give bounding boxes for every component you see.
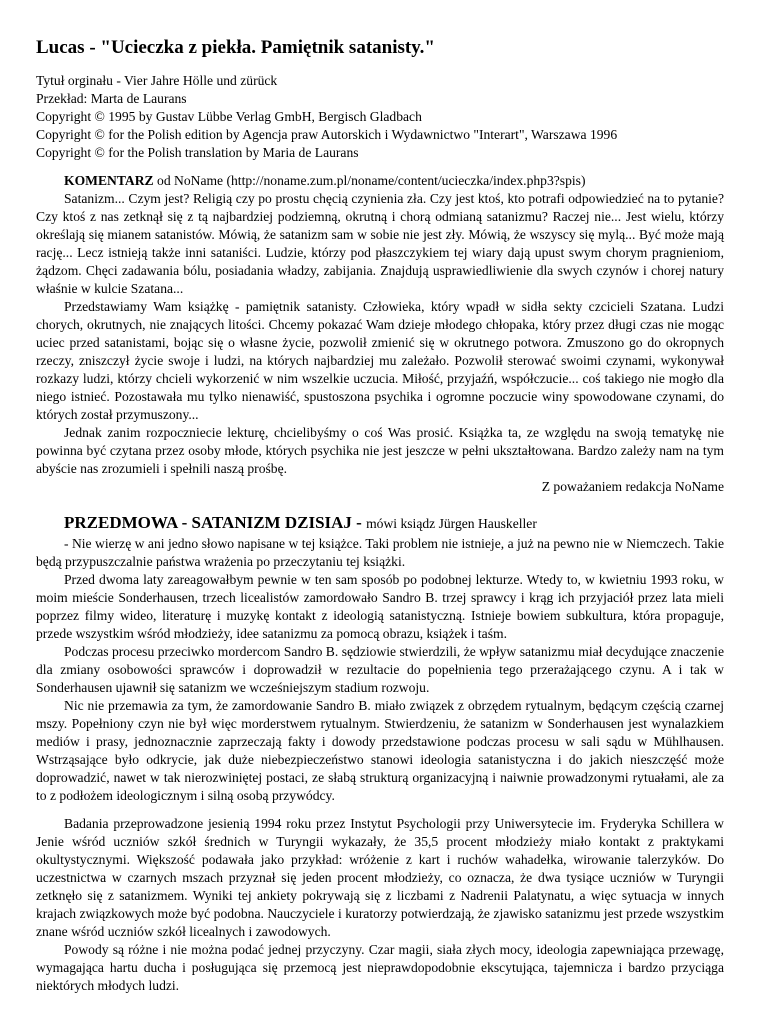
komentarz-signature: Z poważaniem redakcja NoName bbox=[541, 479, 724, 494]
komentarz-paragraph: Satanizm... Czym jest? Religią czy po prostu chęcią czynienia zła. Czy jest ktoś, kto potrafi odpowiedzieć na to pytanie? Czy ktoś z nas zetknął się z tą najbardziej podziemną, okrutną i chorą odmianą satanizmu? Raczej nie... Jest wielu, którzy określają się mianem satanistów. Mówią, że satanizm sam w sobie nie jest zły. Mówią, że wszyscy się mylą... Być może mają rację... Lecz istnieją także inni sataniści. Ludzie, którzy pod płaszczykiem tej wiary dają upust swym chorym pragnieniom, żądzom. Chęci zadawania bólu, posiadania władzy, zabijania. Znajdują usprawiedliwienie dla swych czynów i chorej natury właśnie w kulcie Szatana... bbox=[36, 191, 724, 296]
paragraph-gap bbox=[36, 805, 724, 815]
przedmowa-paragraph: - Nie wierzę w ani jedno słowo napisane w tej książce. Taki problem nie istnieje, a już na pewno nie w Niemczech. Takie będą przypuszczalnie państwa wrażenia po przeczytaniu tej książki. bbox=[36, 536, 724, 569]
komentarz-label: KOMENTARZ bbox=[64, 173, 154, 188]
komentarz-section bbox=[36, 172, 724, 496]
przedmowa-paragraph: Powody są różne i nie można podać jednej przyczyny. Czar magii, siała złych mocy, ideologia zapewniająca przewagę, wymagająca hartu ducha i posługująca się przemocą jest nieprawdopodobnie ekscytująca, tajemnicza i bardzo przyciąga niektórych młodych ludzi. bbox=[36, 942, 724, 993]
copyright-original: Copyright © 1995 by Gustav Lübbe Verlag GmbH, Bergisch Gladbach bbox=[36, 109, 422, 124]
przedmowa-title: PRZEDMOWA - SATANIZM DZISIAJ - bbox=[64, 513, 367, 532]
komentarz-paragraph: Przedstawiamy Wam książkę - pamiętnik satanisty. Człowieka, który wpadł w sidła sekty czcicieli Szatana. Ludzi chorych, okrutnych, nie znających litości. Chcemy pokazać Wam dzieje młodego chłopaka, który przez długi czas nie mogąc uciec przed satanistami, bojąc się o własne życie, pozwolił zmienić się w okrutnego potwora. Zmuszono go do okropnych rzeczy, zniszczył życie swoje i ludzi, na których najbardziej mu zależało. Pozwolił sterować swoimi czynami, wykonywał rozkazy ludzi, którzy chcieli wykorzenić w nim wszelkie uczucia. Miłość, przyjaźń, współczucie... coś takiego nie mogło dla niego istnieć. Pozostawała mu tylko nienawiść, spustoszona psychika i ogromne poczucie winy spowodowane czynami, do których został przymuszony... bbox=[36, 299, 724, 422]
copyright-polish-edition: Copyright © for the Polish edition by Agencja praw Autorskich i Wydawnictwo "Interart", Warszawa 1996 bbox=[36, 127, 618, 142]
przedmowa-paragraph: Podczas procesu przeciwko mordercom Sandro B. sędziowie stwierdzili, że wpływ satanizmu miał decydujące znaczenie dla zmiany osobowości sprawców i doprowadził w rezultacie do popełnienia tego przerażającego czynu. A i tak w Sonderhausen ujawnił się satanizm we wcześniejszym stadium rozwoju. bbox=[36, 644, 724, 695]
document-page bbox=[36, 36, 724, 995]
komentarz-paragraph: Jednak zanim rozpoczniecie lekturę, chcielibyśmy o coś Was prosić. Książka ta, ze względu na swoją tematykę nie powinna być czytana przez osoby młode, których psychika nie jest jeszcze w pełni ukształtowana. Bardzo zależy nam na tym abyście nas zrozumieli i spełnili naszą prośbę. bbox=[36, 425, 724, 476]
przedmowa-paragraph: Przed dwoma laty zareagowałbym pewnie w ten sam sposób po podobnej lekturze. Wtedy to, w kwietniu 1993 roku, w moim mieście Sonderhausen, trzech licealistów zamordowało Sandro B. trzej sprawcy i krąg ich przyjaciół przez lata mieli poprzez filmy wideo, literaturę i muzykę kontakt z ideologią satanistyczną. Istnieje bowiem subkultura, która propaguje, przede wszystkim wśród młodzieży, idee satanizmu za pomocą obrazu, książek i taśm. bbox=[36, 572, 724, 641]
copyright-polish-translation: Copyright © for the Polish translation by Maria de Laurans bbox=[36, 145, 359, 160]
przedmowa-paragraph: Badania przeprowadzone jesienią 1994 roku przez Instytut Psychologii przy Uniwersytecie im. Fryderyka Schillera w Jenie wśród uczniów szkół średnich w Turyngii wykazały, że 35,5 procent młodzieży miało kontakt z praktykami okultystycznymi. Większość podawała jako przykład: wróżenie z kart i ruchów wahadełka, wirowanie talerzyków. Do uczestnictwa w czarnych mszach przyznał się jeden procent młodzieży, co oznacza, że dwa tysiące uczniów w Turyngii zetknęło się z satanizmem. Wyniki tej ankiety pokrywają się z liczbami z Nadrenii Palatynatu, a więc sytuacja w innych krajach związkowych może być podobna. Nauczyciele i kuratorzy potwierdzają, że zjawisko satanizmu jest przede wszystkim znane wśród uczniów szkół licealnych i zawodowych. bbox=[36, 816, 724, 939]
przedmowa-heading bbox=[36, 512, 724, 535]
przedmowa-author: mówi ksiądz Jürgen Hauskeller bbox=[366, 516, 537, 531]
komentarz-heading bbox=[36, 172, 724, 190]
original-title: Tytuł orginału - Vier Jahre Hölle und zürück bbox=[36, 73, 278, 88]
publication-metadata bbox=[36, 72, 724, 162]
przedmowa-paragraph: Nic nie przemawia za tym, że zamordowanie Sandro B. miało związek z obrzędem rytualnym, będącym częścią czarnej mszy. Popełniony czyn nie był więc morderstwem rytualnym. Stwierdzeniu, że satanizm w Sonderhausen jest wynalazkiem mediów i prasy, jednoznacznie zaprzeczają fakty i dowody przedstawione podczas procesu w sali sądu w Mühlhausen. Wstrząsające było odkrycie, jak duże niebezpieczeństwo stanowi ideologia satanistyczna i do jakich nieszczęść może doprowadzić, nawet w tak nierozwiniętej postaci, ze słabą strukturą organizacyjną i naiwnie prowadzonymi rytuałami, ale za to z podłożem ideologicznym i silną osobą przywódcy. bbox=[36, 698, 724, 803]
translator: Przekład: Marta de Laurans bbox=[36, 91, 187, 106]
document-title: Lucas - "Ucieczka z piekła. Pamiętnik satanisty." bbox=[36, 37, 435, 58]
komentarz-source: od NoName (http://noname.zum.pl/noname/content/ucieczka/index.php3?spis) bbox=[153, 173, 586, 188]
przedmowa-section bbox=[36, 512, 724, 995]
